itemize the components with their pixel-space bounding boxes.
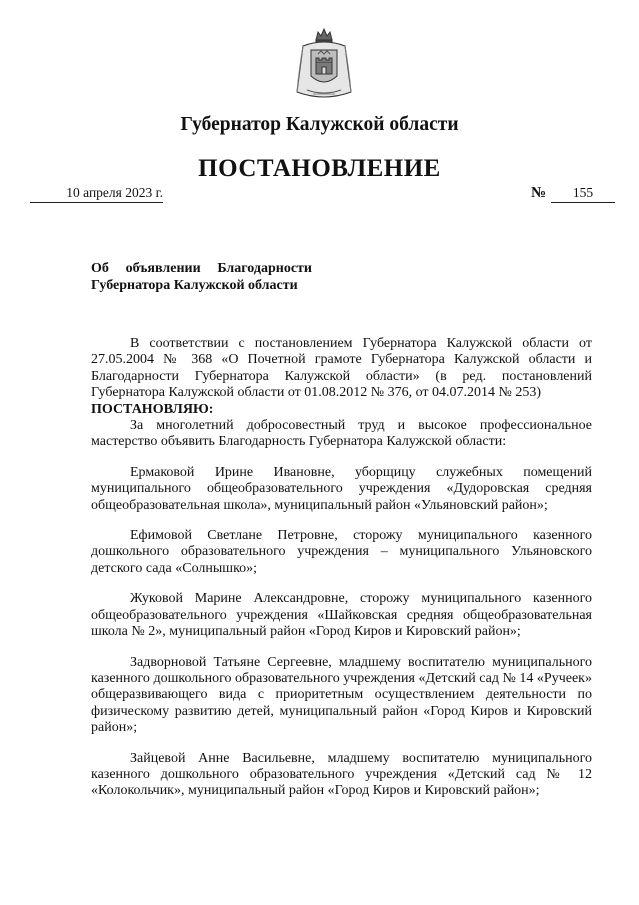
subject-word: объявлении <box>125 261 201 276</box>
preamble-paragraph: В соответствии с постановлением Губернатора Калужской области от 27.05.2004 № 368 «О Почетной грамоте Губернатора Калужской области и Благодарности Губернатора Калужской области» (в ред. постановлений Губернатора Калужской области от 01.08.2012 № 376, от 04.07.2014 № 253) <box>91 336 592 401</box>
subject-line-2: Губернатора Калужской области <box>91 278 298 293</box>
subject-line-1 <box>91 260 312 277</box>
document-subject <box>91 260 312 294</box>
intro-paragraph: За многолетний добросовестный труд и высокое профессиональное мастерство объявить Благодарность Губернатора Калужской области: <box>91 418 592 450</box>
coat-of-arms-emblem <box>291 26 357 102</box>
awardee-paragraph: Ермаковой Ирине Ивановне, уборщицу служебных помещений муниципального общеобразовательного учреждения «Дудоровская средняя общеобразовательная школа», муниципальный район «Ульяновский район»; <box>91 464 592 513</box>
document-number: 155 <box>551 185 615 203</box>
awardee-paragraph: Зайцевой Анне Васильевне, младшему воспитателю муниципального казенного дошкольного образовательного учреждения «Детский сад № 12 «Колокольчик», муниципальный район «Город Киров и Кировский район»; <box>91 750 592 799</box>
awardee-paragraph: Жуковой Марине Александровне, сторожу муниципального казенного общеобразовательного учреждения «Шайковская средняя общеобразовательная школа № 2», муниципальный район «Город Киров и Кировский район»; <box>91 591 592 640</box>
awardee-paragraph: Ефимовой Светлане Петровне, сторожу муниципального казенного дошкольного образовательного учреждения – муниципального Ульяновского детского сада «Солнышко»; <box>91 528 592 576</box>
subject-word: Благодарности <box>217 261 312 276</box>
document-body <box>91 336 592 800</box>
subject-word: Об <box>91 261 109 276</box>
document-number-label: № <box>531 185 547 201</box>
awardee-paragraph: Задворновой Татьяне Сергеевне, младшему воспитателю муниципального казенного дошкольного образовательного учреждения «Детский сад № 14 «Ручеек» общеразвивающего вида с приоритетным осуществлением деятельности по физическому развитию детей, муниципальный район «Город Киров и Кировский район»; <box>91 654 592 736</box>
issuer-title: Губернатор Калужской области <box>180 114 459 135</box>
document-date: 10 апреля 2023 г. <box>30 185 163 203</box>
document-type-title: ПОСТАНОВЛЕНИЕ <box>198 155 441 182</box>
decree-heading: ПОСТАНОВЛЯЮ: <box>91 401 214 417</box>
